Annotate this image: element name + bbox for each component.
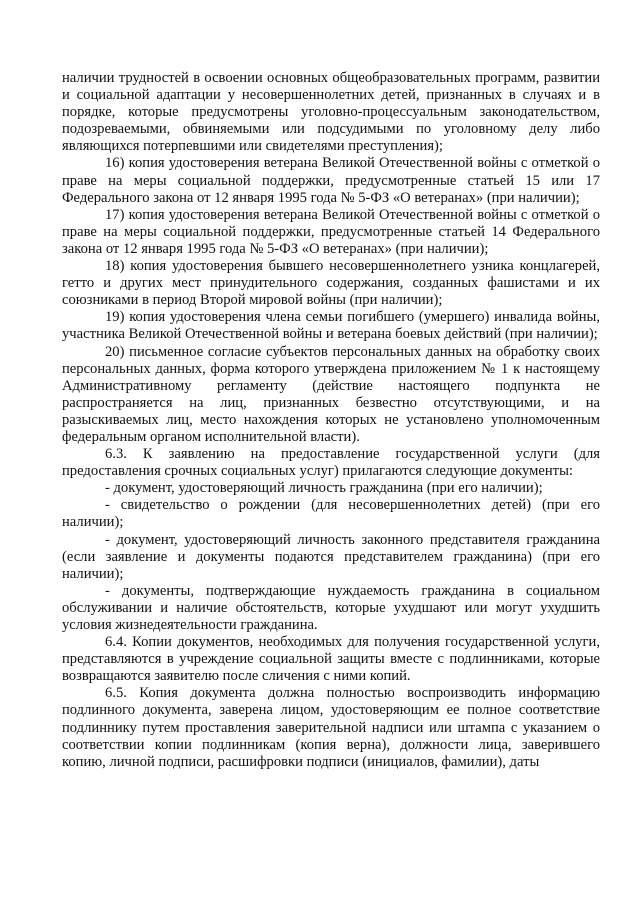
paragraph-section-6-3: 6.3. К заявлению на предоставление государственной услуги (для предоставления срочных социальных услуг) прилагаются следующие документы: [62,446,600,480]
paragraph-section-6-5: 6.5. Копия документа должна полностью воспроизводить информацию подлинного документа, заверена лицом, удостоверяющим ее полное соответствие подлиннику путем проставления заверительной надписи или штампа с указанием о соответствии копии подлинникам (копия верна), должности лица, заверившего копию, личной подписи, расшифровки подписи (инициалов, фамилии), даты [62,685,600,770]
document-page [62,70,600,771]
list-item-birth-certificate: - свидетельство о рождении (для несовершеннолетних детей) (при его наличии); [62,497,600,531]
paragraph-section-6-4: 6.4. Копии документов, необходимых для получения государственной услуги, представляются в учреждение социальной защиты вместе с подлинниками, которые возвращаются заявителю после сличения с ними копий. [62,634,600,685]
paragraph-item-16: 16) копия удостоверения ветерана Великой Отечественной войны с отметкой о праве на меры социальной поддержки, предусмотренные статьей 15 или 17 Федерального закона от 12 января 1995 года № 5-ФЗ «О ветеранах» (при наличии); [62,155,600,206]
list-item-representative-document: - документ, удостоверяющий личность законного представителя гражданина (если заявление и документы подаются представителем гражданина) (при его наличии); [62,531,600,582]
paragraph-item-18: 18) копия удостоверения бывшего несовершеннолетнего узника концлагерей, гетто и других мест принудительного содержания, созданных фашистами и их союзниками в период Второй мировой войны (при наличии); [62,258,600,309]
list-item-need-documents: - документы, подтверждающие нуждаемость гражданина в социальном обслуживании и наличие обстоятельств, которые ухудшают или могут ухудшить условия жизнедеятельности гражданина. [62,582,600,633]
paragraph-item-20: 20) письменное согласие субъектов персональных данных на обработку своих персональных данных, форма которого утверждена приложением № 1 к настоящему Административному регламенту (действие настоящего подпункта не распространяется на лиц, признанных безвестно отсутствующими, и на разыскиваемых лиц, место нахождения которых не установлено уполномоченным федеральным органом исполнительной власти). [62,343,600,445]
paragraph-continuation: наличии трудностей в освоении основных общеобразовательных программ, развитии и социальной адаптации у несовершеннолетних детей, признанных в случаях и в порядке, которые предусмотрены уголовно-процессуальным законодательством, подозреваемыми, обвиняемыми или подсудимыми по уголовному делу либо являющихся потерпевшими или свидетелями преступления); [62,70,600,155]
list-item-identity-document: - документ, удостоверяющий личность гражданина (при его наличии); [105,480,543,497]
paragraph-item-17: 17) копия удостоверения ветерана Великой Отечественной войны с отметкой о праве на меры социальной поддержки, предусмотренные статьей 14 Федерального закона от 12 января 1995 года № 5-ФЗ «О ветеранах» (при наличии); [62,206,600,257]
paragraph-item-19: 19) копия удостоверения члена семьи погибшего (умершего) инвалида войны, участника Великой Отечественной войны и ветерана боевых действий (при наличии); [62,309,600,343]
